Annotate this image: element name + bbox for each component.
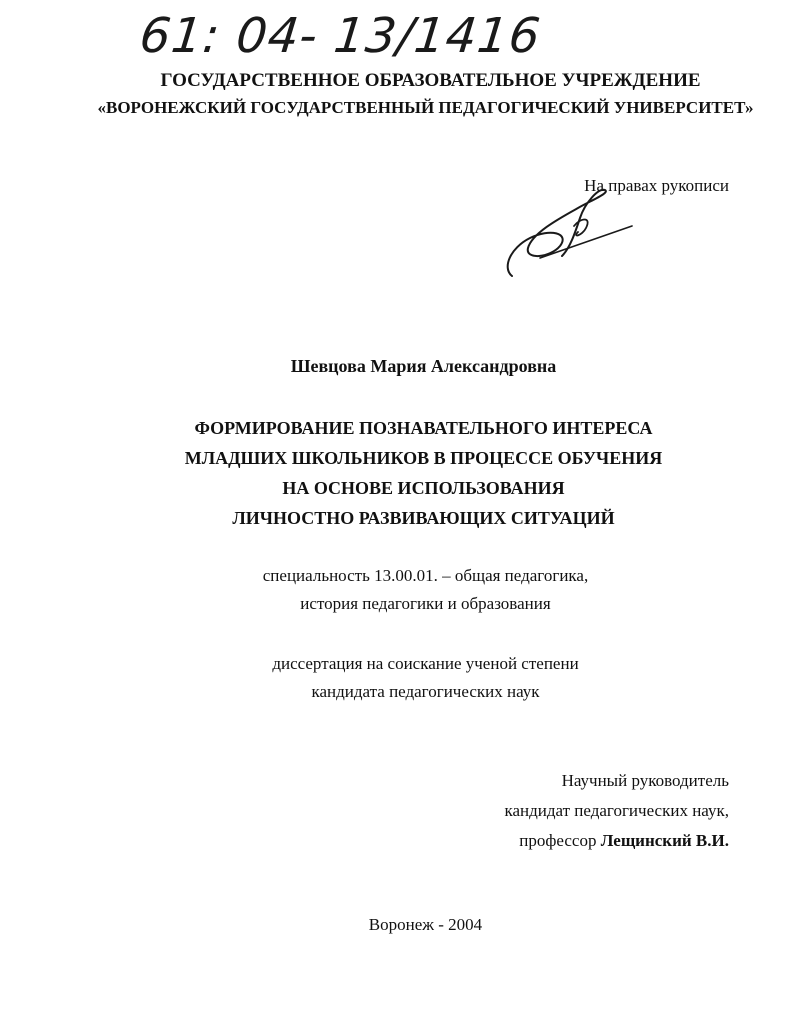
signature-mark <box>500 188 640 283</box>
manuscript-rights-label: На правах рукописи <box>584 176 729 195</box>
institution-line-2: «ВОРОНЕЖСКИЙ ГОСУДАРСТВЕННЫЙ ПЕДАГОГИЧЕСКИЙ УНИВЕРСИТЕТ» <box>97 98 754 117</box>
dissertation-title-line: ЛИЧНОСТНО РАЗВИВАЮЩИХ СИТУАЦИЙ <box>232 508 615 528</box>
city-year: Воронеж - 2004 <box>368 915 483 934</box>
dissertation-title-line: МЛАДШИХ ШКОЛЬНИКОВ В ПРОЦЕССЕ ОБУЧЕНИЯ <box>184 448 663 468</box>
specialty-line-1: специальность 13.00.01. – общая педагогика, <box>262 566 589 585</box>
supervisor-title-name <box>519 831 729 851</box>
degree-line-2: кандидата педагогических наук <box>311 682 540 701</box>
supervisor-name: Лещинский В.И. <box>600 831 729 850</box>
author-name: Шевцова Мария Александровна <box>290 356 557 376</box>
dissertation-title-line: ФОРМИРОВАНИЕ ПОЗНАВАТЕЛЬНОГО ИНТЕРЕСА <box>194 418 653 438</box>
institution-line-1: ГОСУДАРСТВЕННОЕ ОБРАЗОВАТЕЛЬНОЕ УЧРЕЖДЕНИЕ <box>160 70 701 91</box>
dissertation-title-line: НА ОСНОВЕ ИСПОЛЬЗОВАНИЯ <box>282 478 565 498</box>
supervisor-role: Научный руководитель <box>561 771 729 790</box>
degree-line-1: диссертация на соискание ученой степени <box>272 654 579 673</box>
specialty-line-2: история педагогики и образования <box>300 594 551 613</box>
supervisor-degree: кандидат педагогических наук, <box>504 801 729 820</box>
supervisor-title: профессор <box>519 831 597 850</box>
handwritten-catalog-code: 61: 04- 13/1416 <box>137 8 544 64</box>
